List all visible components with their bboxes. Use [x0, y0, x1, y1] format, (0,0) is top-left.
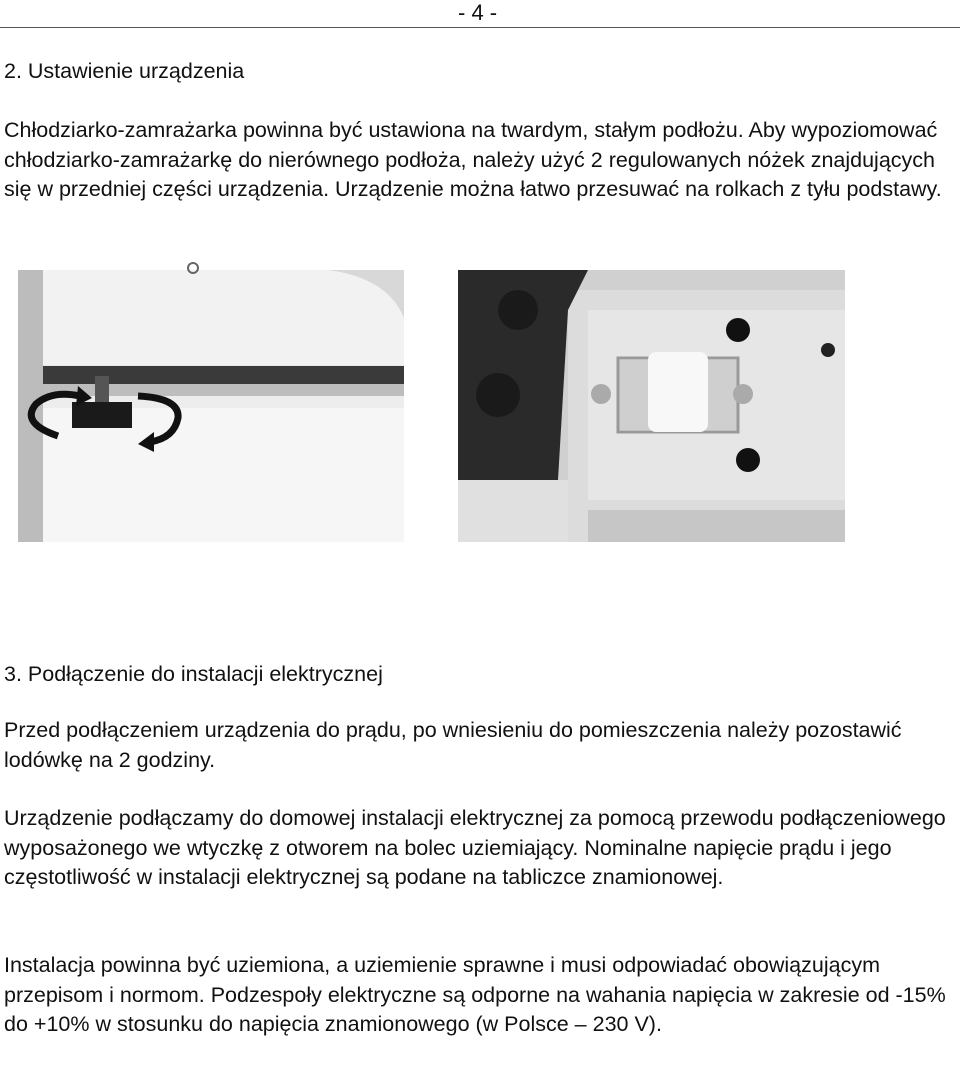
levelling-foot-photo [8, 258, 404, 542]
section-3-paragraph-2: Urządzenie podłączamy do domowej instalacji elektrycznej za pomocą przewodu podłączeniowego wyposażonego we wtyczkę z otworem na bolec uziemiający. Nominalne napięcie prądu i jego częstotliwość w instalacji elektrycznej są podane na tabliczce znamionowej. [4, 806, 946, 889]
section-2-heading: 2. Ustawienie urządzenia [4, 59, 245, 83]
section-3-heading: 3. Podłączenie do instalacji elektrycznej [4, 662, 383, 686]
section-3-paragraph-1: Przed podłączeniem urządzenia do prądu, po wniesieniu do pomieszczenia należy pozostawić lodówkę na 2 godziny. [4, 718, 902, 772]
section-2-paragraph: Chłodziarko-zamrażarka powinna być ustawiona na twardym, stałym podłożu. Aby wypoziomować chłodziarko-zamrażarkę do nierównego podłoża, należy użyć 2 regulowanych nóżek znajdujących się w przedniej części urządzenia. Urządzenie można łatwo przesuwać na rolkach z tyłu podstawy. [4, 118, 942, 201]
rear-roller-photo [458, 270, 845, 542]
section-3-paragraph-3: Instalacja powinna być uziemiona, a uziemienie sprawne i musi odpowiadać obowiązującym przepisom i normom. Podzespoły elektryczne są odporne na wahania napięcia w zakresie od -15% do +10% w stosunku do napięcia znamionowego (w Polsce – 230 V). [4, 953, 946, 1036]
page-number: - 4 - [458, 0, 498, 25]
header-divider [0, 27, 960, 28]
